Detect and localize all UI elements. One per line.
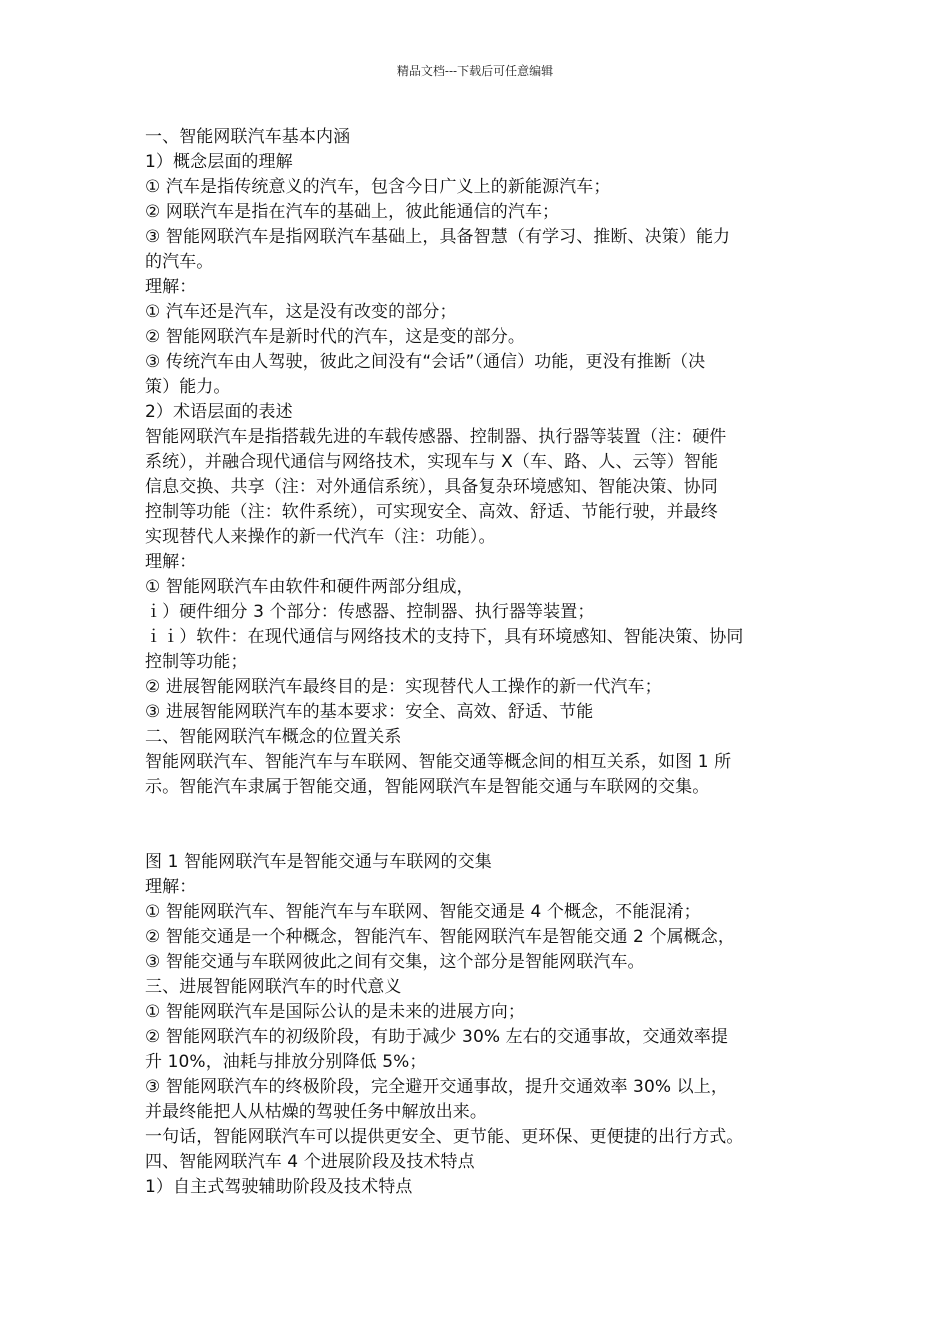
paragraph-line: 的汽车。 — [145, 252, 214, 272]
paragraph-line: ① 智能网联汽车是国际公认的是未来的进展方向； — [145, 1002, 525, 1022]
paragraph-line: 系统），并融合现代通信与网络技术，实现车与 X（车、路、人、云等）智能 — [145, 452, 719, 472]
paragraph-line: ③ 进展智能网联汽车的基本要求：安全、高效、舒适、节能 — [145, 702, 594, 722]
paragraph-line: 信息交换、共享（注：对外通信系统），具备复杂环境感知、智能决策、协同 — [145, 477, 718, 497]
paragraph-line: 理解： — [145, 552, 197, 572]
paragraph-line: 控制等功能（注：软件系统），可实现安全、高效、舒适、节能行驶，并最终 — [145, 502, 718, 522]
paragraph-line: ① 汽车还是汽车，这是没有改变的部分； — [145, 302, 457, 322]
subsection-heading: 1）自主式驾驶辅助阶段及技术特点 — [145, 1177, 413, 1197]
paragraph-line: 理解： — [145, 877, 197, 897]
paragraph-line: 升 10%，油耗与排放分别降低 5%； — [145, 1052, 427, 1072]
paragraph-line: 智能网联汽车是指搭载先进的车载传感器、控制器、执行器等装置（注：硬件 — [145, 427, 727, 447]
figure-caption: 图 1 智能网联汽车是智能交通与车联网的交集 — [145, 852, 492, 872]
paragraph-line: ③ 智能交通与车联网彼此之间有交集，这个部分是智能网联汽车。 — [145, 952, 645, 972]
paragraph-line: 理解： — [145, 277, 197, 297]
page-header: 精品文档---下载后可任意编辑 — [396, 64, 554, 78]
paragraph-line: ② 智能网联汽车是新时代的汽车，这是变的部分。 — [145, 327, 525, 347]
paragraph-line: 策）能力。 — [145, 377, 231, 397]
paragraph-line: ① 智能网联汽车、智能汽车与车联网、智能交通是 4 个概念，不能混淆； — [145, 902, 701, 922]
paragraph-line: ② 智能交通是一个种概念，智能汽车、智能网联汽车是智能交通 2 个属概念， — [145, 927, 735, 947]
paragraph-line: ② 网联汽车是指在汽车的基础上，彼此能通信的汽车； — [145, 202, 560, 222]
paragraph-line: ① 汽车是指传统意义的汽车，包含今日广义上的新能源汽车； — [145, 177, 611, 197]
paragraph-line: ① 智能网联汽车由软件和硬件两部分组成， — [145, 577, 474, 597]
paragraph-line: ② 进展智能网联汽车最终目的是：实现替代人工操作的新一代汽车； — [145, 677, 662, 697]
section-heading: 四、智能网联汽车 4 个进展阶段及技术特点 — [145, 1152, 475, 1172]
subsection-heading: 2）术语层面的表述 — [145, 402, 293, 422]
section-heading: 二、智能网联汽车概念的位置关系 — [145, 727, 402, 747]
paragraph-line: ｉ）硬件细分 3 个部分：传感器、控制器、执行器等装置； — [145, 602, 595, 622]
document-body — [145, 125, 825, 1200]
section-heading: 一、智能网联汽车基本内涵 — [145, 127, 351, 147]
paragraph-line: ③ 智能网联汽车是指网联汽车基础上，具备智慧（有学习、推断、决策）能力 — [145, 227, 731, 247]
paragraph-line: ③ 智能网联汽车的终极阶段，完全避开交通事故，提升交通效率 30% 以上， — [145, 1077, 728, 1097]
paragraph-line: 智能网联汽车、智能汽车与车联网、智能交通等概念间的相互关系，如图 1 所 — [145, 752, 732, 772]
paragraph-line: ｉｉ）软件：在现代通信与网络技术的支持下，具有环境感知、智能决策、协同 — [145, 627, 744, 647]
paragraph-line: 一句话，智能网联汽车可以提供更安全、更节能、更环保、更便捷的出行方式。 — [145, 1127, 744, 1147]
paragraph-line: 并最终能把人从枯燥的驾驶任务中解放出来。 — [145, 1102, 487, 1122]
subsection-heading: 1）概念层面的理解 — [145, 152, 293, 172]
paragraph-line: ② 智能网联汽车的初级阶段，有助于减少 30% 左右的交通事故，交通效率提 — [145, 1027, 728, 1047]
figure-placeholder — [145, 800, 825, 850]
paragraph-line: 控制等功能； — [145, 652, 248, 672]
paragraph-line: 实现替代人来操作的新一代汽车（注：功能）。 — [145, 527, 496, 547]
paragraph-line: ③ 传统汽车由人驾驶，彼此之间没有“会话”（通信）功能，更没有推断（决 — [145, 352, 706, 372]
section-heading: 三、进展智能网联汽车的时代意义 — [145, 977, 402, 997]
paragraph-line: 示。智能汽车隶属于智能交通，智能网联汽车是智能交通与车联网的交集。 — [145, 777, 710, 797]
